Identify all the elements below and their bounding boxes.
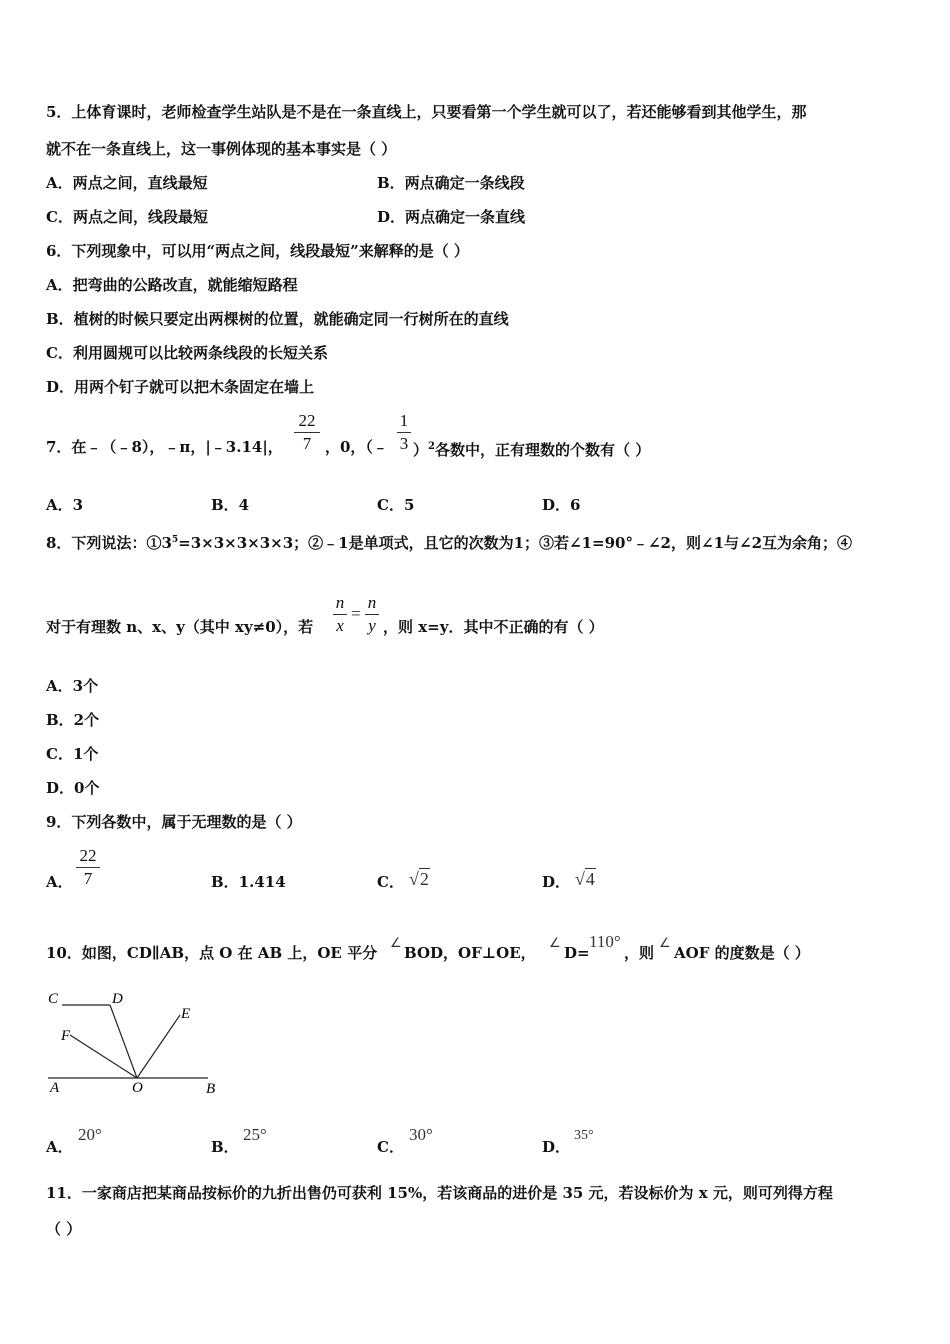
q7-stem-part2: ，0，（﹣ (325, 438, 388, 456)
label-e: E (181, 1006, 191, 1022)
q10-degree-value: 110° (589, 932, 621, 951)
q6-option-c[interactable]: C．利用圆规可以比较两条线段的长短关系 (46, 344, 328, 362)
angle-symbol: ∠ (549, 935, 561, 950)
q5-option-c[interactable]: C．两点之间，线段最短 (46, 208, 208, 226)
q10-option-a-value: 20° (78, 1125, 102, 1144)
q7-frac1-denominator: 7 (302, 434, 312, 453)
q6-option-d[interactable]: D．用两个钉子就可以把木条固定在墙上 (46, 378, 315, 396)
label-o: O (132, 1080, 143, 1096)
q7-option-d[interactable]: D．6 (542, 496, 581, 514)
q8-n-numerator-2: n (367, 593, 377, 612)
label-f: F (61, 1028, 71, 1044)
q5-option-d[interactable]: D．两点确定一条直线 (377, 208, 526, 226)
q8-stem-start: 8．下列说法：①3 (46, 534, 172, 552)
q9-sqrt-2 (409, 869, 430, 890)
q10-option-c[interactable]: C． (377, 1138, 404, 1156)
q8-equals-sign: = (351, 604, 361, 623)
q9-fraction-22-7 (76, 846, 100, 889)
q7-frac2-numerator: 1 (399, 411, 409, 430)
q5-stem-line1: 5．上体育课时，老师检查学生站队是不是在一条直线上，只要看第一个学生就可以了，若还能够看到其他学生，那 (46, 103, 807, 121)
q10-option-d[interactable]: D． (542, 1138, 571, 1156)
q9-option-c[interactable]: C． (377, 873, 404, 891)
q7-exponent: 2 (428, 441, 435, 452)
q8-stem-line2-part2: ，则 x=y．其中不正确的有（ ） (383, 618, 604, 636)
q7-frac2-denominator: 3 (399, 434, 409, 453)
q9-numerator: 22 (79, 846, 97, 865)
q9-sqrt-4-value: 4 (585, 869, 595, 889)
q9-option-b[interactable]: B．1.414 (211, 873, 286, 891)
q8-fraction-n-x (333, 593, 347, 636)
q8-stem-rest: =3×3×3×3×3；②﹣1是单项式，且它的次数为1；③若∠1=90°﹣∠2，则∠1与∠2互为余角；④ (178, 534, 853, 552)
q5-stem-line2: 就不在一条直线上，这一事例体现的基本事实是（ ） (46, 140, 397, 158)
q9-option-d[interactable]: D． (542, 873, 571, 891)
angle-symbol: ∠ (390, 935, 402, 950)
q7-fraction-22-7 (294, 411, 320, 454)
q10-option-b[interactable]: B． (211, 1138, 239, 1156)
q8-stem-line1 (46, 530, 852, 553)
q7-stem-part1: 7．在﹣（﹣8），﹣π，|﹣3.14|， (46, 438, 283, 456)
fraction-bar (333, 614, 347, 615)
q9-denominator: 7 (83, 869, 93, 888)
q8-y-denominator: y (368, 616, 376, 635)
q7-option-c[interactable]: C．5 (377, 496, 415, 514)
fraction-bar (397, 432, 411, 433)
q10-stem-part2: BOD，OF⊥OE， (404, 944, 536, 962)
q5-option-b[interactable]: B．两点确定一条线段 (377, 174, 525, 192)
q7-close-paren: ） (413, 441, 429, 459)
q6-option-a[interactable]: A．把弯曲的公路改直，就能缩短路程 (46, 276, 298, 294)
q9-stem: 9．下列各数中，属于无理数的是（ ） (46, 813, 302, 831)
q7-frac1-numerator: 22 (298, 411, 316, 430)
fraction-bar (76, 867, 100, 868)
label-d: D (112, 991, 123, 1007)
q10-option-b-value: 25° (243, 1125, 267, 1144)
ray-of (70, 1035, 137, 1078)
q7-stem-end: 各数中，正有理数的个数有（ ） (434, 441, 651, 459)
q6-stem: 6．下列现象中，可以用“两点之间，线段最短”来解释的是（ ） (46, 242, 469, 260)
q10-option-c-value: 30° (409, 1125, 433, 1144)
q9-sqrt-4 (575, 869, 596, 890)
sqrt-sign-icon: √ (409, 869, 419, 889)
angle-symbol: ∠ (659, 935, 671, 950)
q6-option-b[interactable]: B．植树的时候只要定出两棵树的位置，就能确定同一行树所在的直线 (46, 310, 509, 328)
q8-stem-line2-part1: 对于有理数 n、x、y（其中 xy≠0），若 (46, 618, 314, 636)
label-b: B (206, 1081, 216, 1097)
q5-option-a[interactable]: A．两点之间，直线最短 (46, 174, 208, 192)
q10-stem-part3: D= (564, 944, 590, 962)
segment-od (110, 1005, 137, 1078)
q10-stem-part5: AOF 的度数是（ ） (674, 944, 810, 962)
q11-stem-line1: 11．一家商店把某商品按标价的九折出售仍可获利 15%，若该商品的进价是 35 元，若设标价为 x 元，则可列得方程 (46, 1184, 833, 1202)
q9-sqrt-2-value: 2 (419, 869, 429, 889)
q8-option-b[interactable]: B．2个 (46, 711, 100, 729)
fraction-bar (365, 614, 379, 615)
q8-exponent: 5 (171, 535, 179, 545)
q8-option-d[interactable]: D．0个 (46, 779, 100, 797)
q8-x-denominator: x (336, 616, 344, 635)
q10-option-a[interactable]: A． (46, 1138, 73, 1156)
fraction-bar (294, 432, 320, 433)
q8-fraction-n-y (365, 593, 379, 636)
q8-n-numerator: n (335, 593, 345, 612)
q7-option-a[interactable]: A．3 (46, 496, 84, 514)
q7-fraction-1-3 (397, 411, 411, 454)
ray-oe (137, 1015, 180, 1078)
q7-option-b[interactable]: B．4 (211, 496, 250, 514)
q8-option-c[interactable]: C．1个 (46, 745, 99, 763)
q9-option-a[interactable]: A． (46, 873, 73, 891)
q7-stem-part3 (413, 437, 650, 460)
q10-option-d-value: 35° (574, 1128, 594, 1143)
label-a: A (50, 1080, 60, 1096)
sqrt-sign-icon: √ (575, 869, 585, 889)
q10-stem-part4: ，则 (624, 944, 655, 962)
q8-option-a[interactable]: A．3个 (46, 677, 99, 695)
label-c: C (48, 991, 59, 1007)
q11-stem-line2: （ ） (46, 1220, 82, 1238)
q10-stem-part1: 10．如图，CD∥AB，点 O 在 AB 上，OE 平分 (46, 944, 378, 962)
q10-geometry-figure (40, 985, 230, 1100)
